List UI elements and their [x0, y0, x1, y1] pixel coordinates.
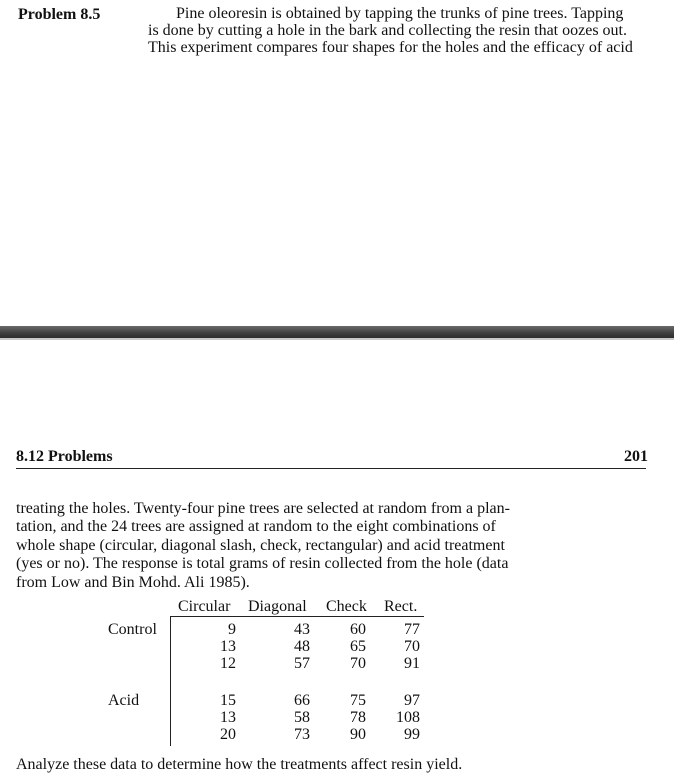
table-cell: 77 [404, 621, 420, 638]
table-cell: 70 [350, 655, 366, 672]
problem-text [148, 5, 656, 56]
body-line: from Low and Bin Mohd. Ali 1985). [16, 573, 250, 591]
table-cell: 90 [350, 726, 366, 743]
table-cell: 48 [294, 638, 310, 655]
column-header-check: Check [326, 598, 367, 615]
table-cell: 9 [228, 621, 236, 638]
page-divider [0, 326, 674, 338]
closing-instruction: Analyze these data to determine how the treatments affect resin yield. [16, 756, 463, 773]
table-cell: 15 [220, 692, 236, 709]
table-cell: 13 [220, 709, 236, 726]
table-cell: 78 [350, 709, 366, 726]
body-line: whole shape (circular, diagonal slash, check, rectangular) and acid treatment [16, 536, 505, 554]
table-cell: 20 [220, 726, 236, 743]
problem-line: This experiment compares four shapes for the holes and the efficacy of acid [148, 39, 633, 56]
body-line: treating the holes. Twenty-four pine trees are selected at random from a plan- [16, 500, 510, 517]
page-divider-edge [0, 338, 674, 340]
table-cell: 43 [294, 621, 310, 638]
table-cell: 75 [350, 692, 366, 709]
body-paragraph [16, 500, 510, 592]
page-number: 201 [624, 448, 648, 465]
table-cell: 99 [404, 726, 420, 743]
problem-label: Problem 8.5 [18, 6, 101, 23]
problem-line: Pine oleoresin is obtained by tapping the trunks of pine trees. Tapping [176, 5, 624, 22]
column-header-circular: Circular [178, 598, 231, 615]
header-rule [16, 468, 646, 469]
table-cell: 12 [220, 655, 236, 672]
table-cell: 73 [294, 726, 310, 743]
row-label-control: Control [108, 621, 157, 638]
table-cell: 108 [396, 709, 420, 726]
section-header: 8.12 Problems [16, 448, 113, 465]
column-header-rect: Rect. [384, 598, 418, 615]
body-line: tation, and the 24 trees are assigned at random to the eight combinations of [16, 518, 496, 536]
table-cell: 57 [294, 655, 310, 672]
table-cell: 97 [404, 692, 420, 709]
row-label-acid: Acid [108, 692, 140, 709]
column-header-diagonal: Diagonal [248, 598, 307, 615]
table-left-rule [170, 616, 171, 746]
problem-line: is done by cutting a hole in the bark and collecting the resin that oozes out. [148, 22, 627, 39]
table-cell: 13 [220, 638, 236, 655]
body-line: (yes or no). The response is total grams of resin collected from the hole (data [16, 555, 509, 573]
table-top-rule [170, 616, 424, 617]
table-cell: 58 [294, 709, 310, 726]
table-cell: 91 [404, 655, 420, 672]
table-cell: 66 [294, 692, 310, 709]
table-cell: 70 [404, 638, 420, 655]
table-cell: 60 [350, 621, 366, 638]
table-cell: 65 [350, 638, 366, 655]
